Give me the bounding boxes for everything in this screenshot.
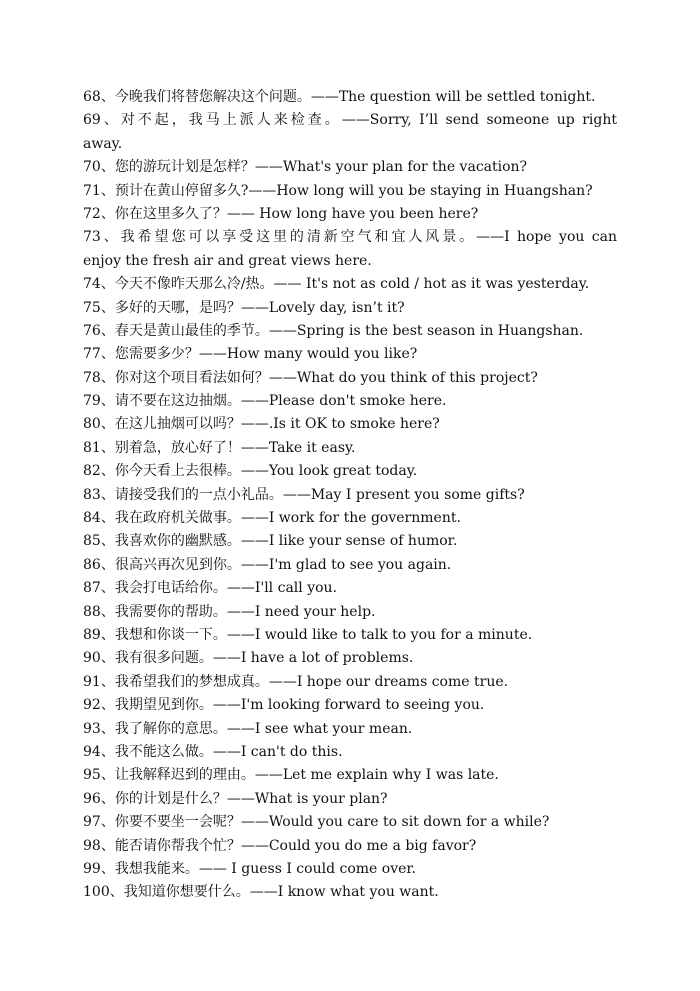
text-line: enjoy the fresh air and great views here.	[83, 252, 372, 269]
text-line: 94、我不能这么做。——I can't do this.	[83, 743, 343, 760]
text-line: 100、我知道你想要什么。——I know what you want.	[83, 884, 439, 901]
phrase-list	[83, 86, 617, 905]
text-line: away.	[83, 135, 123, 152]
text-line: 78、你对这个项目看法如何？——What do you think of this project?	[83, 369, 538, 386]
text-line: 82、你今天看上去很棒。——You look great today.	[83, 463, 418, 480]
text-line: 73、我希望您可以享受这里的清新空气和宜人风景。——I hope you can	[83, 229, 617, 246]
text-line: 68、今晚我们将替您解决这个问题。——The question will be settled tonight.	[83, 89, 596, 105]
text-line: 89、我想和你谈一下。——I would like to talk to you for a minute.	[83, 626, 533, 643]
text-line: 95、让我解释迟到的理由。——Let me explain why I was late.	[83, 767, 499, 784]
text-line: 90、我有很多问题。——I have a lot of problems.	[83, 650, 414, 667]
text-line: 91、我希望我们的梦想成真。——I hope our dreams come true.	[83, 673, 509, 690]
text-line: 87、我会打电话给你。——I'll call you.	[83, 580, 337, 597]
text-line: 77、您需要多少？——How many would you like?	[83, 346, 418, 363]
text-line: 92、我期望见到你。——I'm looking forward to seeing you.	[83, 697, 485, 714]
text-line: 96、你的计划是什么？——What is your plan?	[83, 790, 388, 807]
text-line: 80、在这儿抽烟可以吗？——.Is it OK to smoke here?	[83, 416, 440, 433]
text-line: 98、能否请你帮我个忙？——Could you do me a big favor?	[83, 837, 477, 854]
text-line: 71、预计在黄山停留多久?——How long will you be staying in Huangshan?	[83, 182, 593, 199]
text-line: 74、今天不像昨天那么冷/热。—— It's not as cold / hot as it was yesterday.	[83, 276, 590, 293]
text-line: 75、多好的天哪，是吗？——Lovely day, isn’t it?	[83, 299, 405, 316]
text-line: 79、请不要在这边抽烟。——Please don't smoke here.	[83, 393, 447, 410]
text-line: 88、我需要你的帮助。——I need your help.	[83, 603, 376, 620]
text-line: 69、对不起，我马上派人来检查。——Sorry, I’ll send someone up right	[83, 112, 617, 129]
text-line: 76、春天是黄山最佳的季节。——Spring is the best season in Huangshan.	[83, 322, 584, 339]
text-line: 72、你在这里多久了？—— How long have you been here?	[83, 205, 479, 222]
text-line: 93、我了解你的意思。——I see what your mean.	[83, 720, 413, 737]
text-line: 85、我喜欢你的幽默感。——I like your sense of humor.	[83, 533, 458, 550]
text-line: 99、我想我能来。—— I guess I could come over.	[83, 860, 416, 877]
text-line: 70、您的游玩计划是怎样？——What's your plan for the vacation?	[83, 159, 528, 176]
text-line: 97、你要不要坐一会呢？——Would you care to sit down for a while?	[83, 814, 550, 831]
text-line: 84、我在政府机关做事。——I work for the government.	[83, 510, 461, 527]
text-line: 81、别着急，放心好了！——Take it easy.	[83, 439, 356, 456]
text-line: 86、很高兴再次见到你。——I'm glad to see you again.	[83, 556, 452, 573]
text-line: 83、请接受我们的一点小礼品。——May I present you some gifts?	[83, 486, 525, 503]
